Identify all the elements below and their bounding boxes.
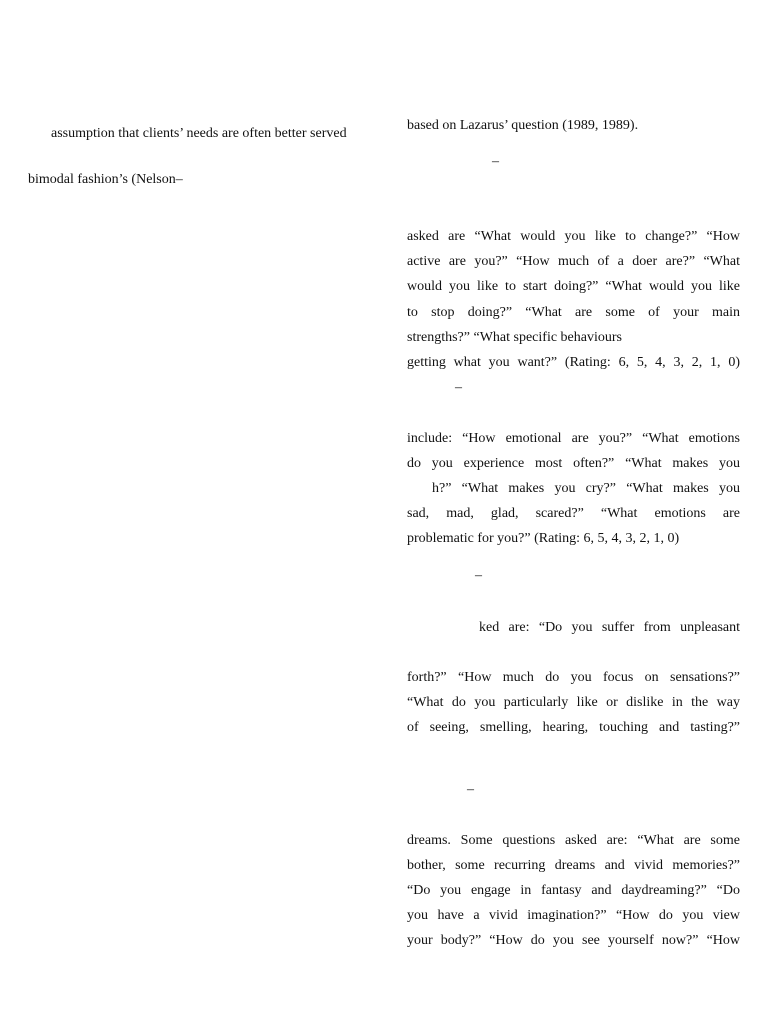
right-line-22: bother, some recurring dreams and vivid memories?” (407, 858, 740, 873)
right-dash-3: – (475, 568, 482, 583)
right-line-13: sad, mad, glad, scared?” “What emotions are (407, 506, 740, 521)
right-line-16: ked are: “Do you suffer from unpleasant (479, 620, 740, 635)
right-line-10: include: “How emotional are you?” “What emotions (407, 431, 740, 446)
right-line-6: to stop doing?” “What are some of your main (407, 305, 740, 320)
right-line-18: “What do you particularly like or dislike in the way (407, 695, 740, 710)
right-line-17: forth?” “How much do you focus on sensations?” (407, 670, 740, 685)
right-line-21: dreams. Some questions asked are: “What are some (407, 833, 740, 848)
right-dash-2: – (455, 380, 462, 395)
right-dash-1: – (492, 154, 499, 169)
right-line-5: would you like to start doing?” “What would you like (407, 279, 740, 294)
right-line-4: active are you?” “How much of a doer are?” “What (407, 254, 740, 269)
right-line-8: getting what you want?” (Rating: 6, 5, 4, 3, 2, 1, 0) (407, 355, 740, 370)
right-line-7: strengths?” “What specific behaviours (407, 330, 622, 345)
right-dash-4: – (467, 782, 474, 797)
right-line-12: h?” “What makes you cry?” “What makes you (432, 481, 740, 496)
right-line-14: problematic for you?” (Rating: 6, 5, 4, 3, 2, 1, 0) (407, 531, 680, 546)
right-line-3: asked are “What would you like to change?” “How (407, 229, 740, 244)
left-line-2: bimodal fashion’s (Nelson– (28, 172, 183, 187)
right-line-23: “Do you engage in fantasy and daydreaming?” “Do (407, 883, 740, 898)
right-line-25: your body?” “How do you see yourself now?” “How (407, 933, 740, 948)
right-line-1: based on Lazarus’ question (1989, 1989). (407, 118, 639, 133)
right-line-19: of seeing, smelling, hearing, touching and tasting?” (407, 720, 740, 735)
right-line-24: you have a vivid imagination?” “How do you view (407, 908, 740, 923)
right-line-11: do you experience most often?” “What makes you (407, 456, 740, 471)
left-line-1: assumption that clients’ needs are often better served (51, 126, 347, 141)
